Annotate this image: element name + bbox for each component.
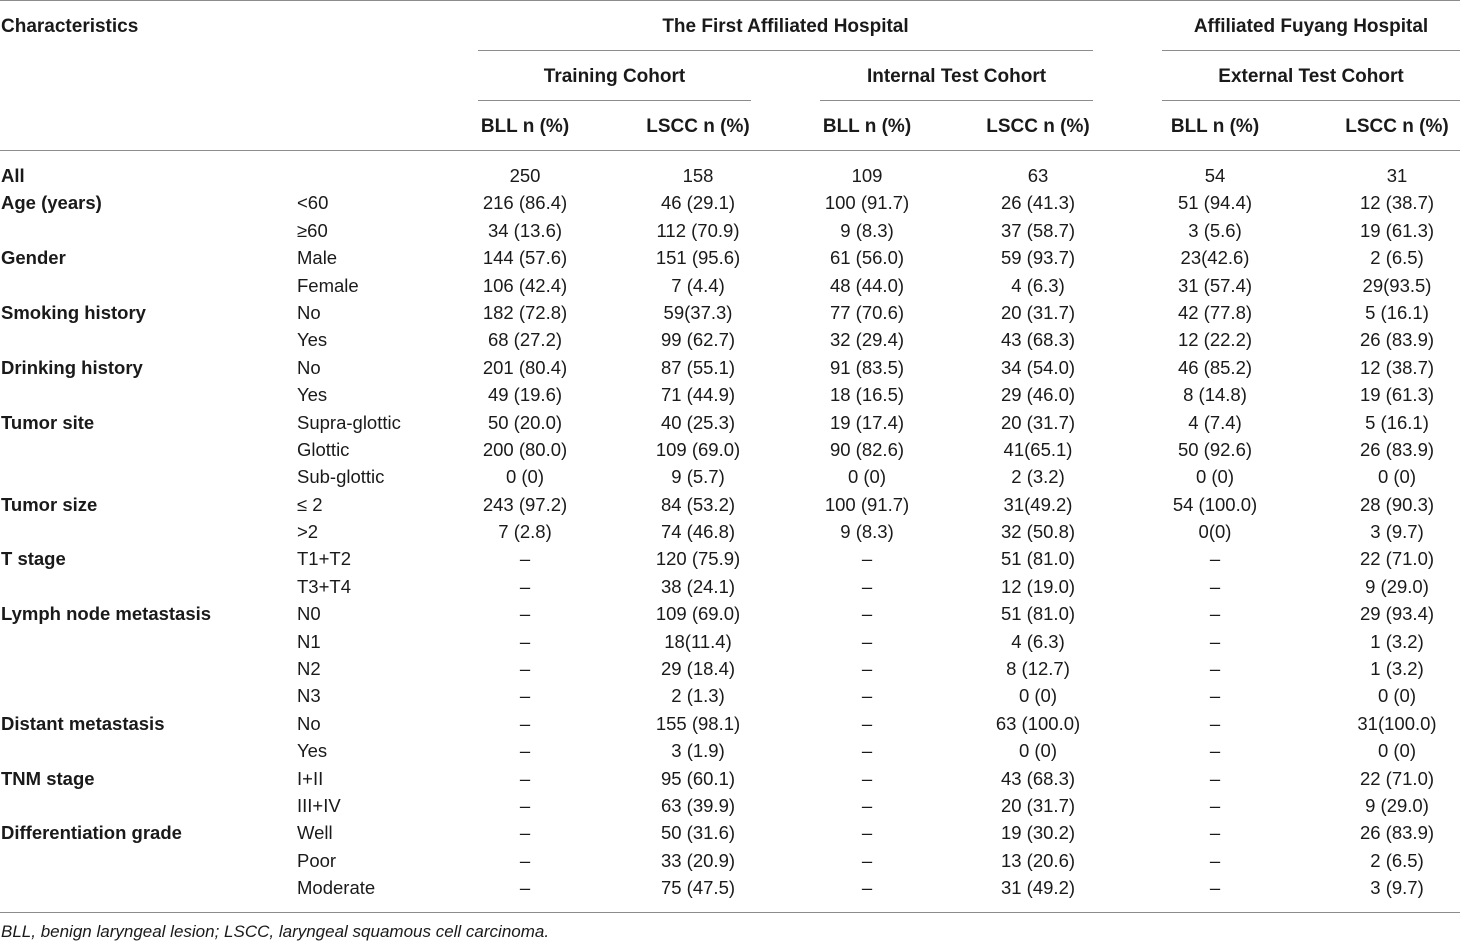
table-cell: – — [861, 712, 873, 734]
table-cell: – — [861, 767, 873, 789]
table-cell: 51 (81.0) — [1000, 548, 1076, 570]
table-cell: 41(65.1) — [1003, 438, 1073, 460]
table-footnote: BLL, benign laryngeal lesion; LSCC, laryngeal squamous cell carcinoma. — [1, 922, 550, 941]
table-row — [0, 354, 1460, 381]
row-characteristic: Differentiation grade — [1, 822, 182, 844]
table-cell: – — [1209, 575, 1221, 597]
table-row — [0, 518, 1460, 545]
table-cell: – — [519, 630, 531, 652]
row-subcategory: No — [297, 712, 321, 734]
table-cell: 7 (4.4) — [671, 274, 725, 296]
table-cell: 95 (60.1) — [660, 767, 736, 789]
row-characteristic: All — [1, 165, 25, 186]
table-cell: 0 (0) — [847, 466, 887, 488]
table-cell: 0 (0) — [1377, 466, 1417, 488]
table-row — [0, 545, 1460, 572]
table-row — [0, 409, 1460, 436]
table-cell: 9 (8.3) — [840, 521, 894, 543]
table-cell: 59 (93.7) — [1000, 247, 1076, 269]
table-cell: 51 (81.0) — [1000, 603, 1076, 625]
row-subcategory: N3 — [297, 685, 321, 707]
table-cell: 1 (3.2) — [1370, 630, 1424, 652]
table-row — [0, 272, 1460, 299]
table-cell: – — [519, 712, 531, 734]
row-subcategory: <60 — [297, 192, 329, 214]
table-cell: 2 (6.5) — [1370, 247, 1424, 269]
table-cell: 87 (55.1) — [660, 356, 736, 378]
table-cell: 106 (42.4) — [482, 274, 568, 296]
table-cell: 31(49.2) — [1003, 493, 1073, 515]
table-cell: 12 (38.7) — [1359, 356, 1435, 378]
row-characteristic: Distant metastasis — [1, 712, 165, 734]
table-cell: 77 (70.6) — [829, 301, 905, 323]
row-subcategory: ≥60 — [297, 219, 328, 241]
header-training-cohort: Training Cohort — [543, 66, 686, 87]
table-cell: 22 (71.0) — [1359, 767, 1435, 789]
table-cell: – — [861, 548, 873, 570]
table-cell: 33 (20.9) — [660, 849, 736, 871]
table-cell: 43 (68.3) — [1000, 767, 1076, 789]
table-cell: 37 (58.7) — [1000, 219, 1076, 241]
table-cell: 74 (46.8) — [660, 521, 736, 543]
table-cell: – — [1209, 603, 1221, 625]
table-row — [0, 573, 1460, 600]
table-cell: 19 (61.3) — [1359, 384, 1435, 406]
row-subcategory: Poor — [297, 849, 337, 871]
table-cell: 109 — [851, 165, 883, 186]
row-subcategory: No — [297, 301, 321, 323]
row-subcategory: Yes — [297, 740, 328, 762]
table-cell: 63 — [1027, 165, 1049, 186]
table-cell: 46 (85.2) — [1177, 356, 1253, 378]
table-cell: 0 (0) — [1377, 685, 1417, 707]
table-cell: 3 (9.7) — [1370, 877, 1424, 899]
table-cell: 9 (8.3) — [840, 219, 894, 241]
table-cell: 31 (57.4) — [1177, 274, 1253, 296]
row-subcategory: T3+T4 — [297, 575, 351, 597]
table-cell: 155 (98.1) — [655, 712, 741, 734]
table-cell: – — [861, 849, 873, 871]
row-characteristic: Tumor size — [1, 493, 98, 515]
table-cell: 29 (18.4) — [660, 658, 736, 680]
row-subcategory: Sub-glottic — [297, 466, 385, 488]
external-cohort-rule — [1162, 100, 1460, 101]
table-cell: 9 (29.0) — [1365, 794, 1429, 816]
table-cell: 18 (16.5) — [829, 384, 905, 406]
row-subcategory: No — [297, 356, 321, 378]
header-characteristics: Characteristics — [1, 16, 139, 37]
table-cell: – — [861, 575, 873, 597]
table-body — [0, 162, 1460, 902]
header-hospital-first: The First Affiliated Hospital — [662, 16, 909, 37]
hospital-first-rule — [478, 50, 1093, 51]
table-cell: – — [861, 603, 873, 625]
table-row — [0, 436, 1460, 463]
table-cell: – — [1209, 767, 1221, 789]
table-cell: 31 — [1386, 165, 1408, 186]
row-subcategory: III+IV — [297, 794, 341, 816]
table-cell: 18(11.4) — [664, 630, 732, 652]
table-cell: 2 (6.5) — [1370, 849, 1424, 871]
table-row — [0, 189, 1460, 216]
table-cell: 48 (44.0) — [829, 274, 905, 296]
table-cell: – — [1209, 794, 1221, 816]
table-cell: – — [1209, 849, 1221, 871]
table-row — [0, 874, 1460, 901]
internal-cohort-rule — [820, 100, 1093, 101]
table-cell: – — [861, 794, 873, 816]
table-cell: 71 (44.9) — [660, 384, 736, 406]
table-row — [0, 217, 1460, 244]
header-internal-cohort: Internal Test Cohort — [866, 66, 1047, 87]
table-cell: 43 (68.3) — [1000, 329, 1076, 351]
table-cell: 22 (71.0) — [1359, 548, 1435, 570]
table-cell: 8 (14.8) — [1183, 384, 1247, 406]
table-cell: 19 (30.2) — [1000, 822, 1076, 844]
table-cell: 1 (3.2) — [1370, 658, 1424, 680]
table-cell: 20 (31.7) — [1000, 411, 1076, 433]
table-cell: – — [519, 658, 531, 680]
table-cell: – — [861, 822, 873, 844]
header-col-bll: BLL n (%) — [1170, 116, 1260, 137]
table-cell: 54 — [1204, 165, 1226, 186]
table-row — [0, 792, 1460, 819]
table-cell: – — [519, 685, 531, 707]
table-cell: – — [1209, 712, 1221, 734]
table-cell: – — [519, 794, 531, 816]
table-row — [0, 682, 1460, 709]
table-cell: 50 (31.6) — [660, 822, 736, 844]
table-cell: 91 (83.5) — [829, 356, 905, 378]
row-subcategory: N0 — [297, 603, 321, 625]
row-subcategory: Glottic — [297, 438, 350, 460]
table-cell: 20 (31.7) — [1000, 794, 1076, 816]
row-subcategory: Supra-glottic — [297, 411, 401, 433]
table-cell: 68 (27.2) — [487, 329, 563, 351]
header-external-cohort: External Test Cohort — [1218, 66, 1404, 87]
table-cell: 49 (19.6) — [487, 384, 563, 406]
table-cell: 59(37.3) — [663, 301, 733, 323]
training-cohort-rule — [478, 100, 751, 101]
row-subcategory: N2 — [297, 658, 321, 680]
table-cell: – — [861, 877, 873, 899]
table-cell: 32 (29.4) — [829, 329, 905, 351]
row-characteristic: Tumor site — [1, 411, 95, 433]
table-cell: 158 — [682, 165, 714, 186]
table-cell: 29 (93.4) — [1359, 603, 1435, 625]
table-cell: 3 (9.7) — [1370, 521, 1424, 543]
table-cell: 7 (2.8) — [498, 521, 552, 543]
row-subcategory: ≤ 2 — [297, 493, 323, 515]
table-cell: 0 (0) — [1018, 740, 1058, 762]
table-cell: 200 (80.0) — [482, 438, 568, 460]
row-characteristic: Gender — [1, 247, 66, 269]
header-bottom-rule — [0, 150, 1460, 151]
table-cell: – — [519, 849, 531, 871]
row-subcategory: >2 — [297, 521, 319, 543]
table-cell: 26 (41.3) — [1000, 192, 1076, 214]
row-characteristic: Lymph node metastasis — [1, 603, 212, 625]
table-cell: 0 (0) — [505, 466, 545, 488]
table-cell: – — [1209, 548, 1221, 570]
table-cell: – — [861, 630, 873, 652]
table-cell: 38 (24.1) — [660, 575, 736, 597]
table-cell: 40 (25.3) — [660, 411, 736, 433]
row-characteristic: TNM stage — [1, 767, 95, 789]
table-row — [0, 710, 1460, 737]
table-cell: 29(93.5) — [1362, 274, 1432, 296]
table-row — [0, 655, 1460, 682]
table-row — [0, 491, 1460, 518]
table-cell: 0 (0) — [1018, 685, 1058, 707]
table-cell: 12 (22.2) — [1177, 329, 1253, 351]
row-characteristic: Smoking history — [1, 301, 146, 323]
table-cell: 112 (70.9) — [656, 219, 740, 241]
table-top-rule — [0, 0, 1460, 1]
table-cell: 51 (94.4) — [1177, 192, 1253, 214]
row-subcategory: T1+T2 — [297, 548, 351, 570]
header-col-bll: BLL n (%) — [822, 116, 912, 137]
header-hospital-fuyang: Affiliated Fuyang Hospital — [1193, 16, 1429, 37]
table-cell: 3 (1.9) — [671, 740, 725, 762]
table-cell: 61 (56.0) — [829, 247, 905, 269]
header-col-lscc: LSCC n (%) — [646, 116, 750, 137]
table-cell: – — [519, 603, 531, 625]
table-cell: 250 — [509, 165, 541, 186]
table-cell: 31(100.0) — [1357, 712, 1437, 734]
table-bottom-rule — [0, 912, 1460, 913]
table-cell: 144 (57.6) — [482, 247, 568, 269]
header-col-lscc: LSCC n (%) — [1345, 116, 1449, 137]
table-row — [0, 299, 1460, 326]
table-cell: 19 (17.4) — [829, 411, 905, 433]
table-cell: 0 (0) — [1195, 466, 1235, 488]
table-row — [0, 819, 1460, 846]
row-subcategory: Male — [297, 247, 338, 269]
table-cell: 54 (100.0) — [1172, 493, 1258, 515]
table-cell: – — [519, 822, 531, 844]
table-cell: 26 (83.9) — [1359, 822, 1435, 844]
table-cell: 63 (100.0) — [995, 712, 1081, 734]
table-row — [0, 600, 1460, 627]
table-cell: – — [519, 767, 531, 789]
table-cell: 182 (72.8) — [482, 301, 568, 323]
row-characteristic: Age (years) — [1, 192, 102, 214]
header-col-bll: BLL n (%) — [480, 116, 570, 137]
table-cell: – — [519, 877, 531, 899]
row-subcategory: Female — [297, 274, 359, 296]
table-cell: 32 (50.8) — [1000, 521, 1076, 543]
row-subcategory: Yes — [297, 329, 328, 351]
table-cell: 216 (86.4) — [482, 192, 568, 214]
table-row — [0, 162, 1460, 189]
table-cell: 100 (91.7) — [824, 493, 910, 515]
table-cell: 2 (3.2) — [1011, 466, 1065, 488]
table-cell: 5 (16.1) — [1365, 411, 1429, 433]
table-row — [0, 463, 1460, 490]
table-cell: – — [861, 658, 873, 680]
table-cell: 5 (16.1) — [1365, 301, 1429, 323]
table-cell: 2 (1.3) — [671, 685, 725, 707]
table-row — [0, 847, 1460, 874]
row-subcategory: I+II — [297, 767, 324, 789]
table-cell: 31 (49.2) — [1000, 877, 1076, 899]
table-cell: 109 (69.0) — [655, 603, 741, 625]
table-cell: 19 (61.3) — [1359, 219, 1435, 241]
table-cell: – — [1209, 658, 1221, 680]
table-cell: 12 (38.7) — [1359, 192, 1435, 214]
table-cell: 3 (5.6) — [1188, 219, 1242, 241]
table-cell: 8 (12.7) — [1006, 658, 1070, 680]
table-cell: 42 (77.8) — [1177, 301, 1253, 323]
table-cell: 243 (97.2) — [482, 493, 568, 515]
table-cell: 46 (29.1) — [660, 192, 736, 214]
row-subcategory: N1 — [297, 630, 321, 652]
row-characteristic: T stage — [1, 548, 66, 570]
table-row — [0, 765, 1460, 792]
row-subcategory: Moderate — [297, 877, 376, 899]
header-col-lscc: LSCC n (%) — [986, 116, 1090, 137]
table-cell: 34 (13.6) — [487, 219, 563, 241]
table-row — [0, 244, 1460, 271]
table-cell: 120 (75.9) — [655, 548, 741, 570]
row-characteristic: Drinking history — [1, 356, 143, 378]
hospital-fuyang-rule — [1162, 50, 1460, 51]
table-cell: 4 (7.4) — [1188, 411, 1242, 433]
table-row — [0, 737, 1460, 764]
table-cell: – — [861, 740, 873, 762]
table-cell: 12 (19.0) — [1000, 575, 1076, 597]
table-cell: – — [519, 740, 531, 762]
table-cell: 0 (0) — [1377, 740, 1417, 762]
table-cell: 28 (90.3) — [1359, 493, 1435, 515]
table-cell: 13 (20.6) — [1000, 849, 1076, 871]
table-cell: 99 (62.7) — [660, 329, 736, 351]
table-cell: 109 (69.0) — [655, 438, 741, 460]
table-cell: – — [1209, 877, 1221, 899]
table-cell: 90 (82.6) — [829, 438, 905, 460]
table-cell: 23(42.6) — [1180, 247, 1250, 269]
table-cell: – — [519, 548, 531, 570]
table-cell: 63 (39.9) — [660, 794, 736, 816]
table-cell: 151 (95.6) — [655, 247, 741, 269]
table-cell: – — [1209, 822, 1221, 844]
table-cell: 9 (5.7) — [671, 466, 725, 488]
table-cell: 26 (83.9) — [1359, 329, 1435, 351]
table-cell: 29 (46.0) — [1000, 384, 1076, 406]
table-cell: 20 (31.7) — [1000, 301, 1076, 323]
table-cell: 100 (91.7) — [824, 192, 910, 214]
table-cell: – — [1209, 740, 1221, 762]
table-cell: 34 (54.0) — [1000, 356, 1076, 378]
row-subcategory: Well — [297, 822, 333, 844]
table-cell: 84 (53.2) — [660, 493, 736, 515]
table-row — [0, 628, 1460, 655]
table-cell: 75 (47.5) — [660, 877, 736, 899]
table-cell: – — [1209, 685, 1221, 707]
table-cell: – — [1209, 630, 1221, 652]
table-cell: 0(0) — [1198, 521, 1232, 543]
table-cell: – — [861, 685, 873, 707]
table-cell: 9 (29.0) — [1365, 575, 1429, 597]
table-cell: 50 (92.6) — [1177, 438, 1253, 460]
table-cell: 4 (6.3) — [1011, 630, 1065, 652]
row-subcategory: Yes — [297, 384, 328, 406]
table-cell: – — [519, 575, 531, 597]
table-cell: 26 (83.9) — [1359, 438, 1435, 460]
table-cell: 50 (20.0) — [487, 411, 563, 433]
table-row — [0, 326, 1460, 353]
table-row — [0, 381, 1460, 408]
table-cell: 4 (6.3) — [1011, 274, 1065, 296]
table-cell: 201 (80.4) — [482, 356, 568, 378]
